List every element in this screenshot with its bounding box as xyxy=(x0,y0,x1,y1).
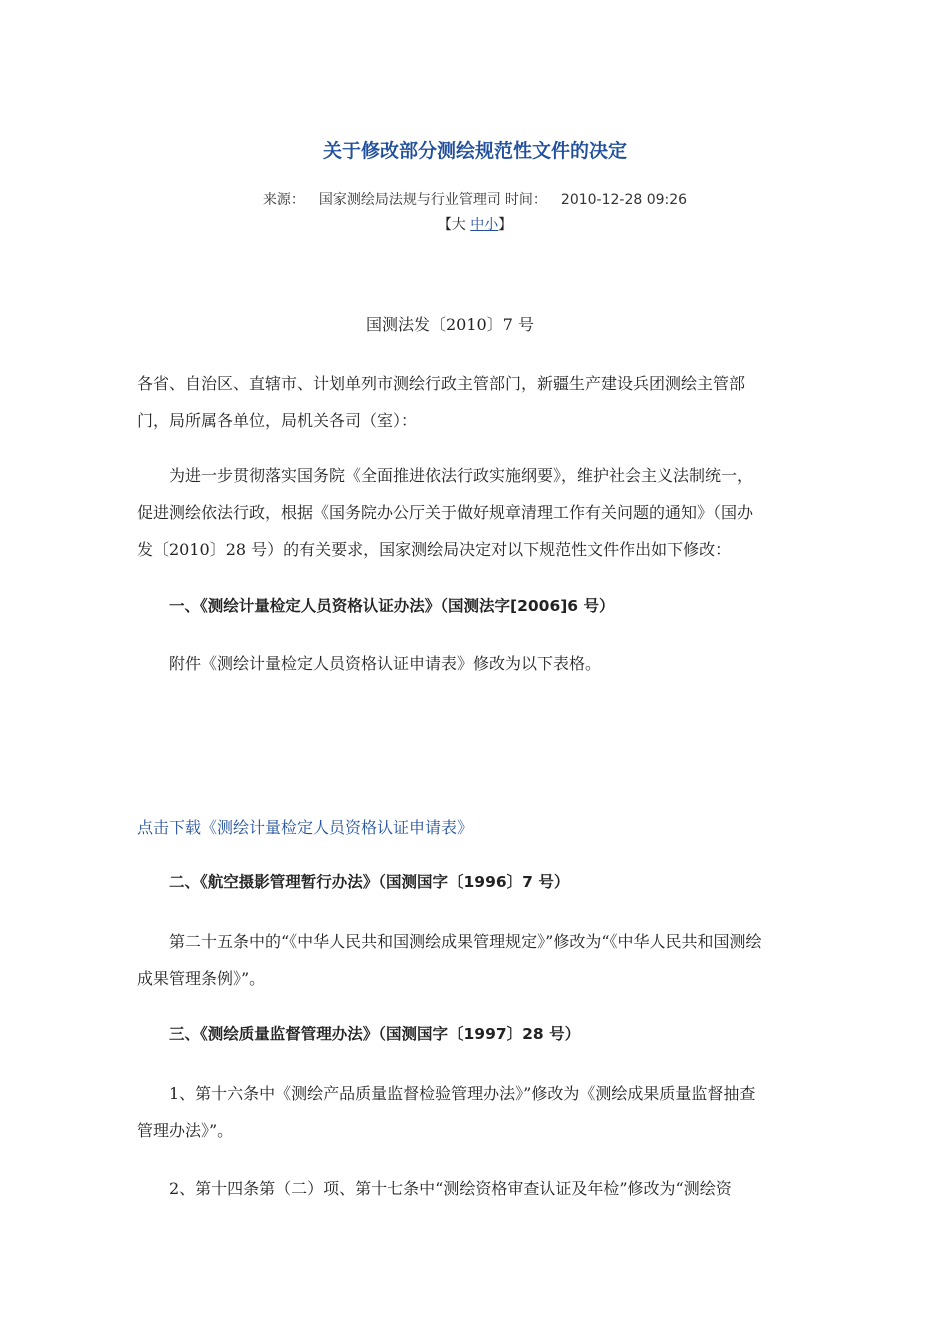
font-size-medium-link[interactable]: 中 xyxy=(470,217,485,233)
download-form-link[interactable]: 点击下载《测绘计量检定人员资格认证申请表》 xyxy=(137,818,474,837)
section1-heading: 一、《测绘计量检定人员资格认证办法》（国测法字[2006]6 号） xyxy=(169,597,615,615)
section3-item1: 1、第十六条中《测绘产品质量监督检验管理办法》”修改为《测绘成果质量监督抽查管理办法》”。 xyxy=(137,1084,756,1140)
source-value: 国家测绘局法规与行业管理司 xyxy=(318,192,501,208)
font-size-controls xyxy=(0,214,950,236)
section2-heading: 二、《航空摄影管理暂行办法》（国测国字〔1996〕7 号） xyxy=(169,873,570,891)
document-number: 国测法发〔2010〕7 号 xyxy=(366,315,534,334)
time-label: 时间： xyxy=(504,192,547,208)
source-label: 来源： xyxy=(262,192,305,208)
section2-body: 第二十五条中的“《中华人民共和国测绘成果管理规定》”修改为“《中华人民共和国测绘成果管理条例》”。 xyxy=(137,932,762,988)
section3-heading: 三、《测绘质量监督管理办法》（国测国字〔1997〕28 号） xyxy=(169,1025,581,1043)
font-size-small-link[interactable]: 小 xyxy=(484,217,499,233)
article-meta xyxy=(0,189,950,211)
article-title: 关于修改部分测绘规范性文件的决定 xyxy=(322,140,627,162)
intro-paragraph: 为进一步贯彻落实国务院《全面推进依法行政实施纲要》，维护社会主义法制统一，促进测绘依法行政，根据《国务院办公厅关于做好规章清理工作有关问题的通知》（国办发〔2010〕28 号）的有关要求，国家测绘局决定对以下规范性文件作出如下修改： xyxy=(137,466,754,559)
recipients-paragraph: 各省、自治区、直辖市、计划单列市测绘行政主管部门，新疆生产建设兵团测绘主管部门，局所属各单位，局机关各司（室）： xyxy=(137,374,746,430)
section1-body: 附件《测绘计量检定人员资格认证申请表》修改为以下表格。 xyxy=(169,654,602,673)
font-size-large[interactable]: 【大 xyxy=(437,217,466,233)
font-size-close: 】 xyxy=(498,217,513,233)
section3-item2: 2、第十四条第（二）项、第十七条中“测绘资格审查认证及年检”修改为“测绘资 xyxy=(169,1179,732,1198)
time-value: 2010-12-28 09:26 xyxy=(560,192,688,208)
